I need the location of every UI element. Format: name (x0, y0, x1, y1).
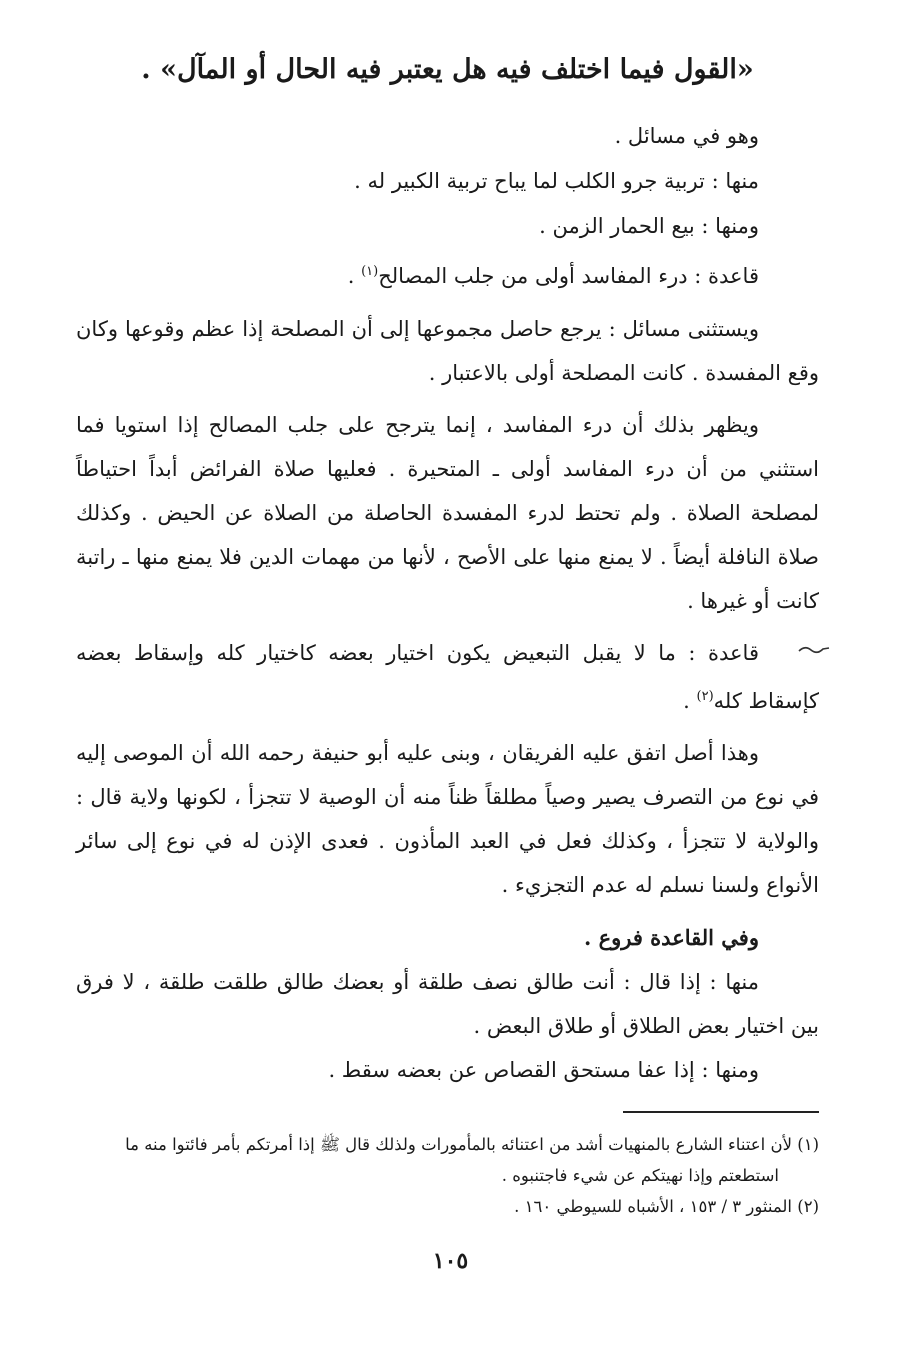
body-line-qisas: ومنها : إذا عفا مستحق القصاص عن بعضه سقط . (328, 1058, 759, 1082)
rule-block-2 (76, 631, 819, 723)
body-line-2: منها : تربية جرو الكلب لما يباح تربية الكبير له . (354, 169, 759, 193)
footnote-divider (623, 1111, 819, 1113)
rule-heading-2-text: قاعدة : ما لا يقبل التبعيض يكون اختيار بعضه كاختيار كله وإسقاط بعضه كإسقاط كله (76, 641, 819, 713)
branches-heading: وفي القاعدة فروع . (583, 925, 759, 950)
body-line-1: وهو في مسائل . (614, 124, 759, 148)
rule-heading-2 (76, 631, 819, 723)
rule-heading-1-text: قاعدة : درء المفاسد أولى من جلب المصالح (378, 264, 759, 288)
footnote-1-line-1: (١) لأن اعتناء الشارع بالمنهيات أشد من اعتنائه بالمأمورات ولذلك قال ﷺ إذا أمرتكم بأمر فائتوا منه ما (125, 1135, 819, 1154)
paragraph-explanation: ويظهر بذلك أن درء المفاسد ، إنما يترجح على جلب المصالح إذا استويا فما استثني من أن درء المفاسد أولى ـ المتحيرة . فعليها صلاة الفرائض أبداً احتياطاً لمصلحة الصلاة . ولم تحتط لدرء المفسدة الحاصلة من الصلاة عن الحيض . وكذلك صلاة النافلة أيضاً . لا يمنع منها على الأصح ، لأنها من مهمات الدين فلا يمنع منها ـ راتبة كانت أو غيرها . (76, 413, 819, 613)
rule-heading-1 (76, 249, 819, 299)
paragraph-hanafi: وهذا أصل اتفق عليه الفريقان ، وبنى عليه أبو حنيفة رحمه الله أن الموصى إليه في نوع من التصرف يصير وصياً مطلقاً ظناً منه أن الوصية لا تتجزأ ، لكونها ولاية قال : والولاية لا تتجزأ ، وكذلك فعل في العبد المأذون . فعدى الإذن له في نوع إلى سائر الأنواع ولسنا نسلم له عدم التجزيء . (76, 741, 819, 897)
body-line-3: ومنها : بيع الحمار الزمن . (539, 214, 759, 238)
rule-heading-1-end: . (347, 264, 362, 288)
footnote-1 (76, 1129, 819, 1191)
paragraph-exceptions: ويستثنى مسائل : يرجع حاصل مجموعها إلى أن المصلحة إذا عظم وقوعها وكان وقع المفسدة . كانت المصلحة أولى بالاعتبار . (76, 317, 819, 385)
page-number: ١٠٥ (432, 1248, 469, 1274)
footnote-2: (٢) المنثور ٣ / ١٥٣ ، الأشباه للسيوطي ١٦٠ . (514, 1197, 819, 1216)
paragraph-divorce: منها : إذا قال : أنت طالق نصف طلقة أو بعضك طالق طلقت طلقة ، لا فرق بين اختيار بعض الطلاق أو طلاق البعض . (76, 970, 819, 1038)
footnote-ref-1: (١) (361, 264, 379, 279)
margin-mark-icon (797, 643, 831, 657)
section-title: «القول فيما اختلف فيه هل يعتبر فيه الحال أو المآل» . (141, 54, 754, 85)
footnote-ref-2: (٢) (696, 689, 714, 704)
rule-heading-2-end: . (683, 689, 697, 713)
footnote-1-line-2: استطعتم وإذا نهيتكم عن شيء فاجتنبوه . (501, 1166, 779, 1185)
